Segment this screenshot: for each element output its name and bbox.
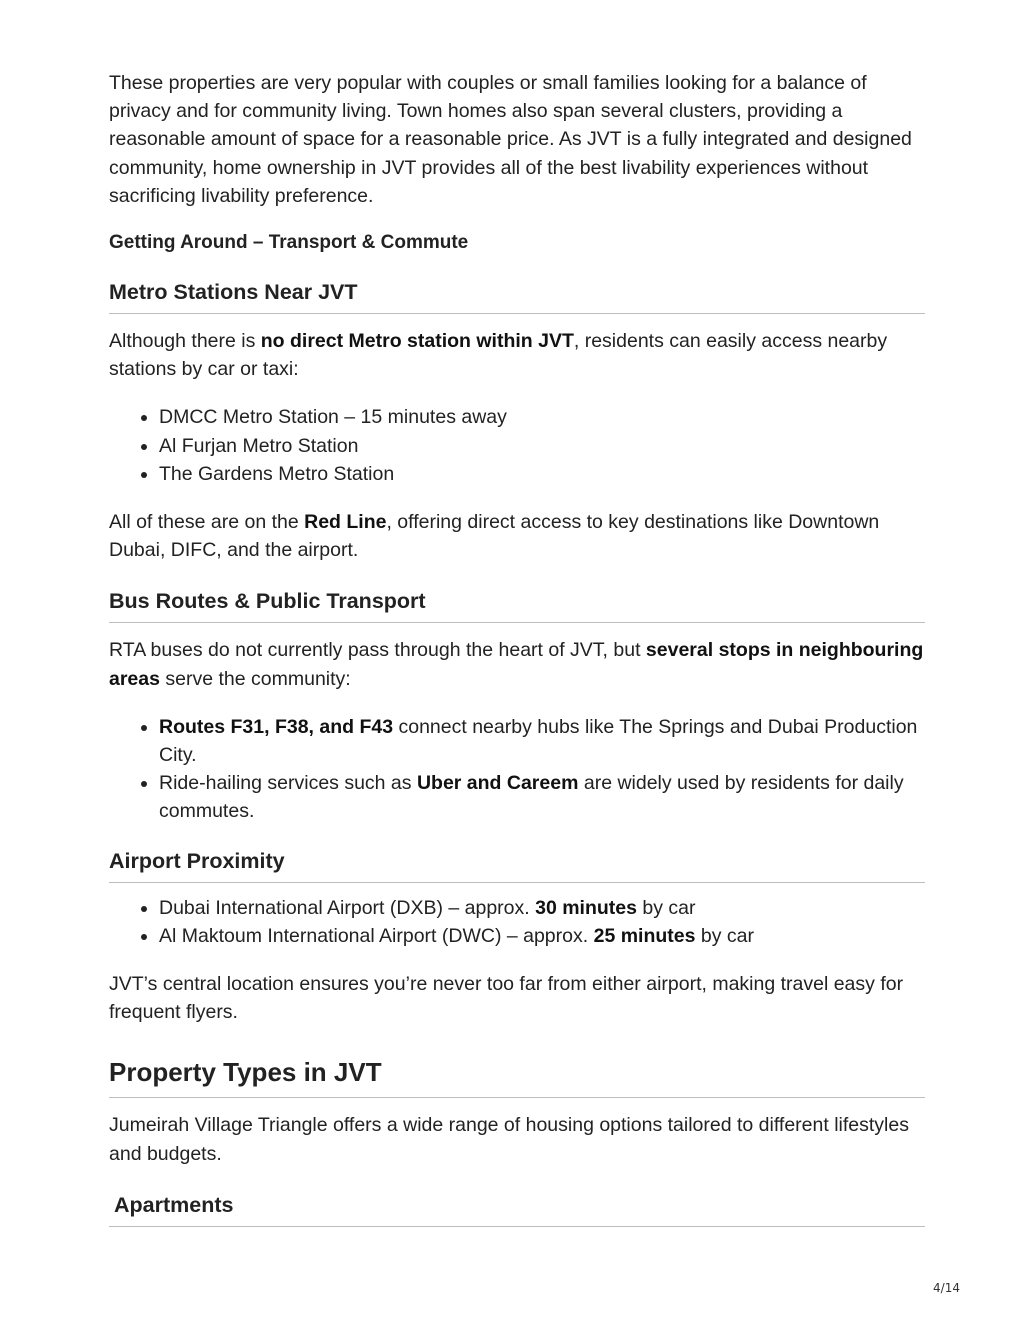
dwc-bold: 25 minutes: [593, 924, 696, 947]
getting-around-heading: Getting Around – Transport & Commute: [109, 232, 469, 254]
metro-paragraph-text-end: , residents can easily access nearby stations by car or taxi:: [109, 330, 888, 381]
routes-text: connect nearby hubs like The Springs and Dubai Production City.: [159, 715, 918, 767]
ride-hailing-text-end: are widely used by residents for daily commutes.: [159, 772, 904, 823]
list-item: • Al Furjan Metro Station: [159, 432, 925, 460]
dxb-text-end: by car: [636, 896, 696, 919]
dxb-text: Dubai International Airport (DXB) – approx.: [159, 896, 536, 919]
red-line-bold: Red Line: [304, 511, 387, 534]
metro-station-list: [109, 403, 925, 488]
bus-route-list: [109, 713, 925, 826]
airport-paragraph: JVT’s central location ensures you’re never too far from either airport, making travel easy for frequent flyers.: [109, 973, 904, 1024]
bus-paragraph-text-end: serve the community:: [159, 667, 351, 690]
property-types-paragraph: Jumeirah Village Triangle offers a wide range of housing options tailored to different lifestyles and budgets.: [109, 1114, 909, 1165]
property-types-heading: Property Types in JVT: [109, 1056, 925, 1098]
list-item: • The Gardens Metro Station: [159, 460, 925, 488]
dwc-text-end: by car: [695, 924, 754, 947]
list-item: [159, 894, 925, 922]
list-item: [159, 713, 925, 769]
metro-paragraph-bold: no direct Metro station within JVT: [260, 330, 574, 353]
red-line-text: All of these are on the: [109, 511, 305, 534]
red-line-text-end: , offering direct access to key destinations like Downtown Dubai, DIFC, and the airport.: [109, 511, 880, 562]
routes-bold: Routes F31, F38, and F43: [159, 715, 394, 738]
dwc-text: Al Maktoum International Airport (DWC) – approx.: [159, 924, 594, 947]
ride-hailing-bold: Uber and Careem: [416, 772, 579, 795]
document-page: [109, 69, 925, 1227]
intro-paragraph: These properties are very popular with couples or small families looking for a balance of privacy and for community living. Town homes also span several clusters, providing a reasonable amount of space for a reasonable price. As JVT is a fully integrated and designed community, home ownership in JVT provides all of the best livability experiences without sacrificing livability preference.: [109, 72, 912, 207]
metro-paragraph: [109, 327, 925, 383]
metro-heading: Metro Stations Near JVT: [109, 279, 925, 314]
bus-paragraph-bold: several stops in neighbouring areas: [109, 639, 924, 690]
list-item: • DMCC Metro Station – 15 minutes away: [159, 403, 925, 431]
airport-heading: Airport Proximity: [109, 848, 925, 883]
page-number: 4/14: [933, 1281, 960, 1295]
dxb-bold: 30 minutes: [535, 896, 637, 919]
red-line-paragraph: [109, 508, 925, 564]
metro-paragraph-text: Although there is: [109, 330, 261, 353]
ride-hailing-text: Ride-hailing services such as: [159, 772, 417, 795]
apartments-heading: Apartments: [109, 1192, 925, 1227]
bus-paragraph: [109, 636, 925, 692]
bus-heading: Bus Routes & Public Transport: [109, 588, 925, 623]
airport-list: [109, 894, 925, 950]
list-item: [159, 922, 925, 950]
bus-paragraph-text: RTA buses do not currently pass through the heart of JVT, but: [109, 639, 646, 662]
list-item: [159, 769, 925, 825]
